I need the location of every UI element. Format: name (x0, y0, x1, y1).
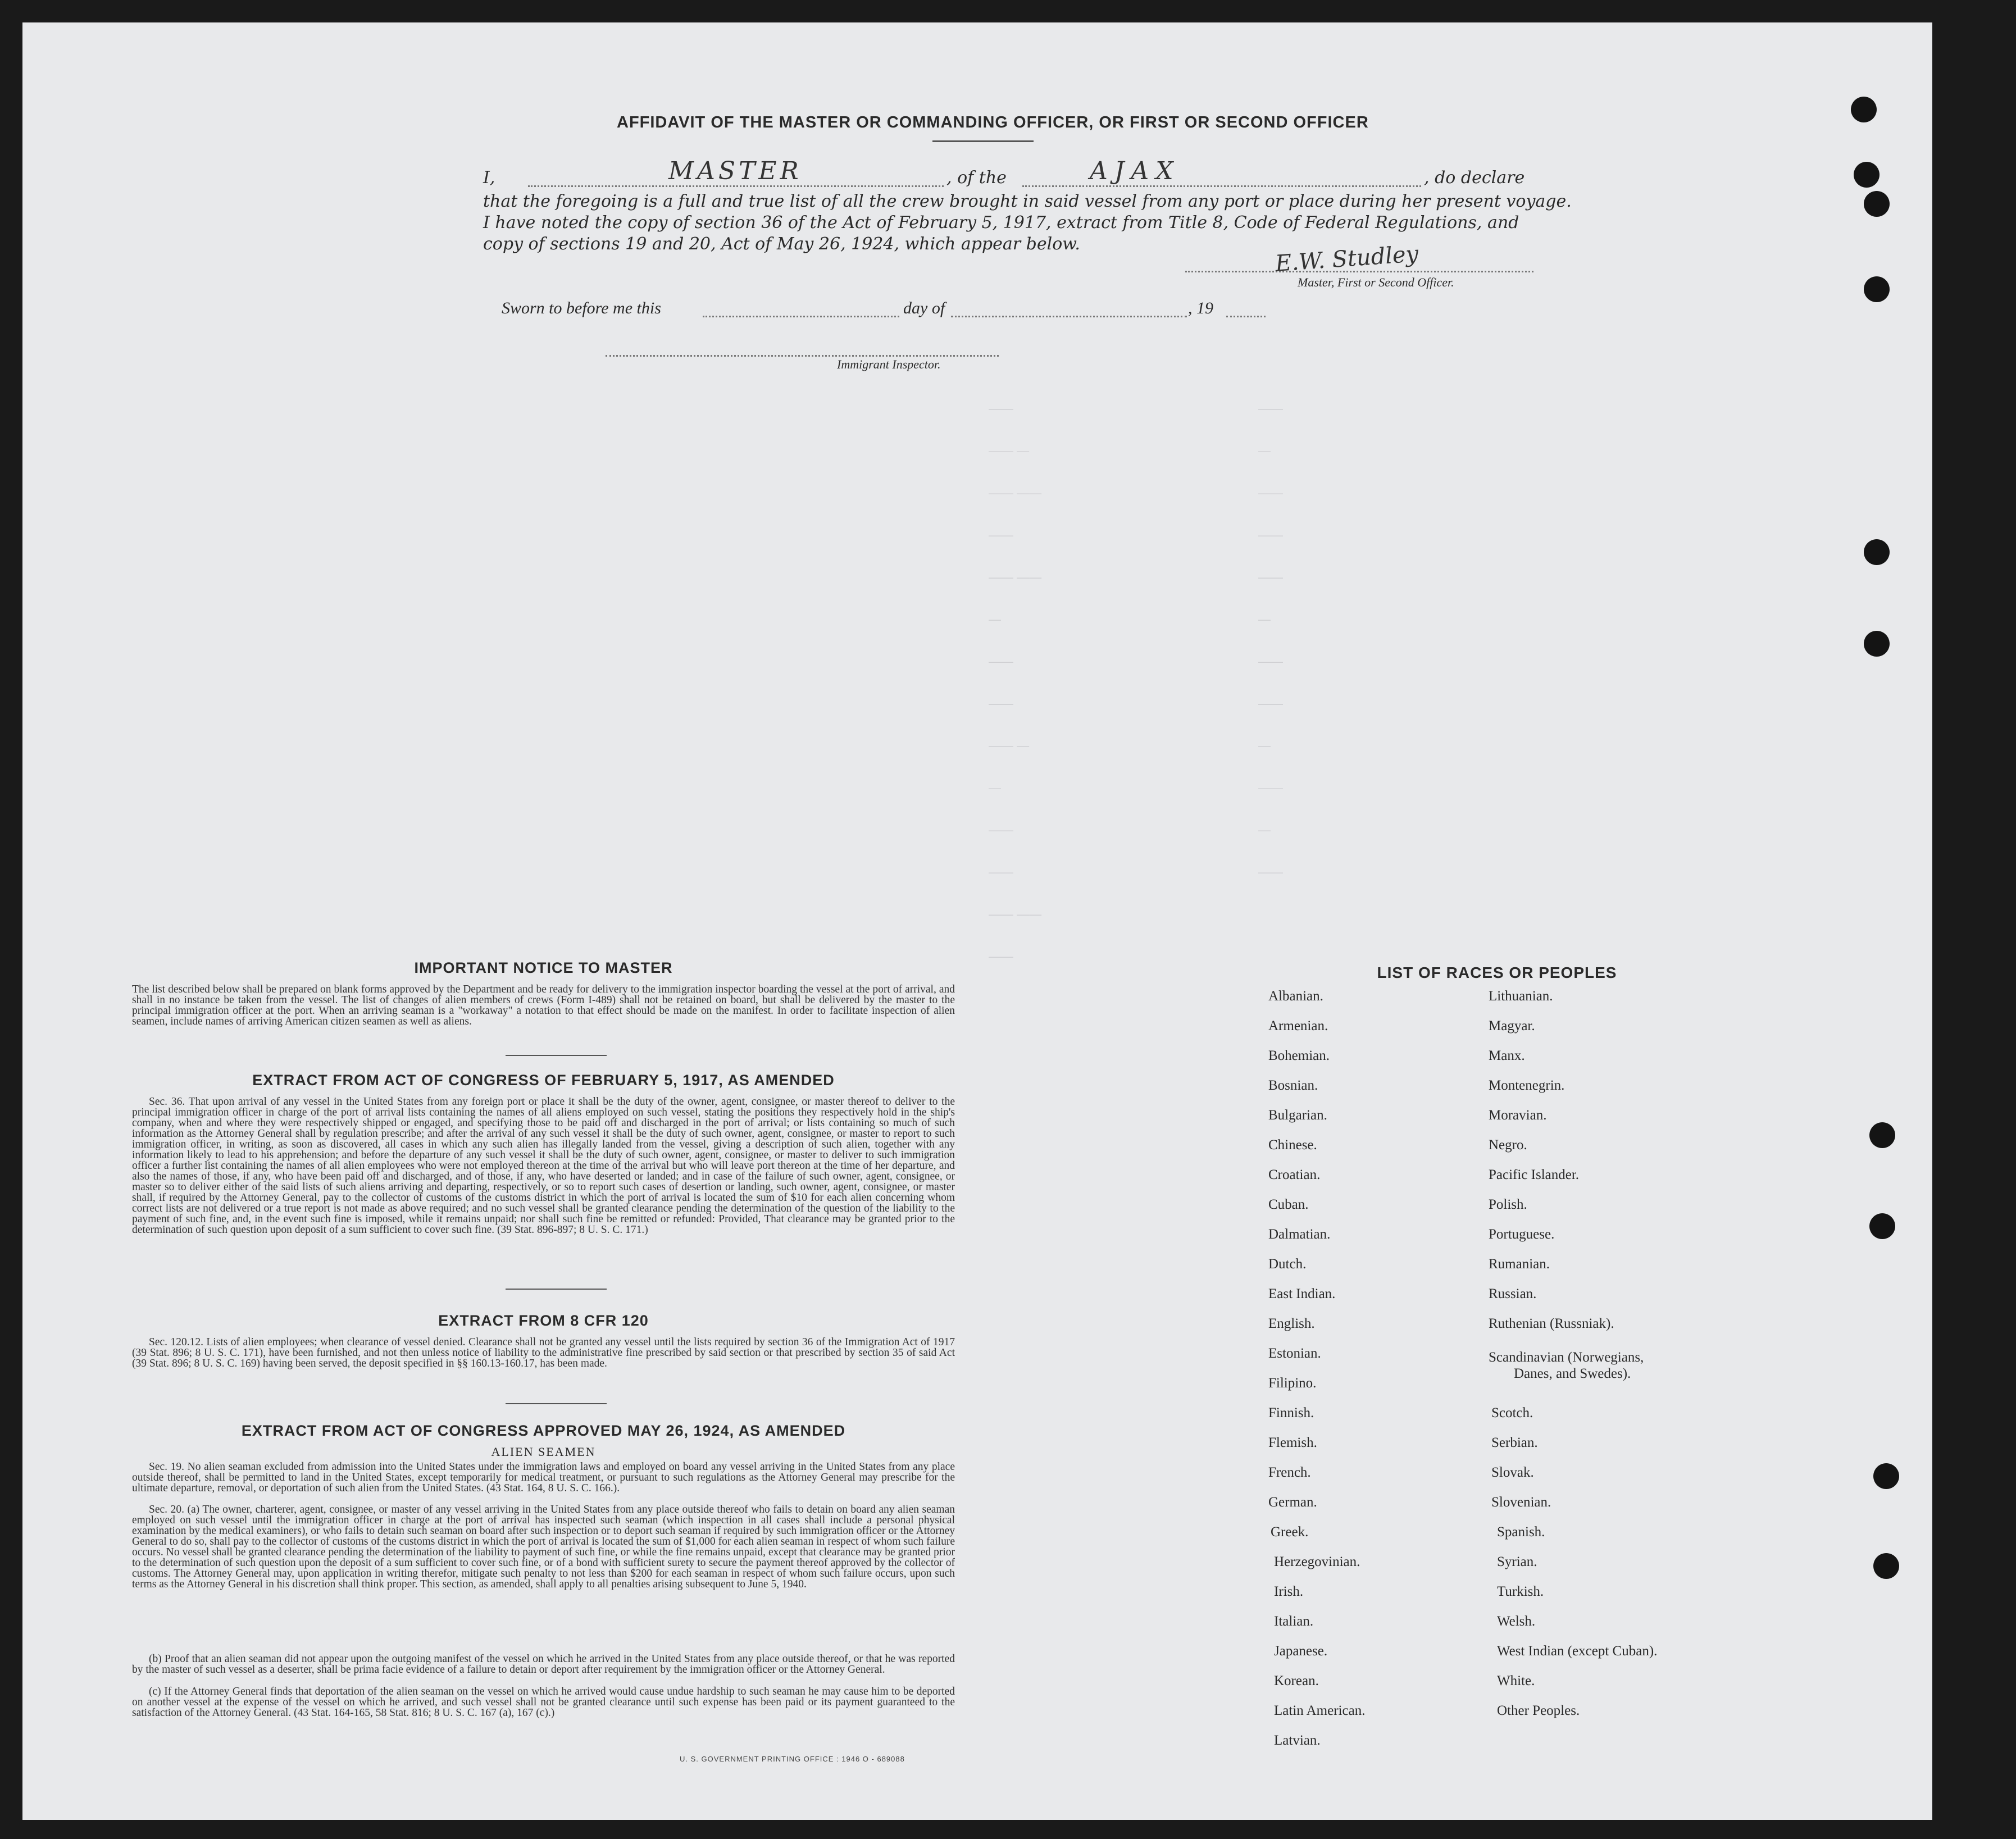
punch-hole (1854, 162, 1880, 188)
race-item: Portuguese. (1489, 1227, 1555, 1242)
race-item: Lithuanian. (1489, 989, 1553, 1004)
extract-1924-sec19: Sec. 19. No alien seaman excluded from admission into the United States under the immigration laws and employed on board any vessel arriving in the United States from any place outside thereof, shall be permitted to land in the United States, except temporarily for medical treatment, or pursuant to such regulations as the Attorney General may prescribe for the ultimate departure, removal, or deportation of such alien from the United States. (43 Stat. 164, 8 U. S. C. 166.). (132, 1461, 955, 1494)
signature-caption: Master, First or Second Officer. (1298, 275, 1454, 289)
race-item: Armenian. (1268, 1018, 1328, 1034)
extract-1924-sec20a: Sec. 20. (a) The owner, charterer, agent, consignee, or master of any vessel arriving in the United States from any place outside thereof who fails to detain on board any alien seaman employed on such vessel until the immigration officer in charge at the port of arrival has inspected such seaman (which inspection in all cases shall include a personal physical examination by the medical examiners), or who fails to detain such seaman on board after such inspection or to deport such seaman if required by such immigration officer or the Attorney General to do so, shall pay to the collector of customs of the customs district in which the port of arrival is located the sum of $1,000 for each alien seaman in respect of whom such failure occurs. No vessel shall be granted clearance pending the determination of the liability to payment of such fine, or while the fine remains unpaid, except that clearance may be granted prior to the determination of such question upon the deposit of a sum sufficient to cover such fine, or of a bond with sufficient surety to secure the payment thereof approved by the collector of customs. The Attorney General may, upon application in writing therefor, mitigate such penalty to not less than $200 for each seaman in respect of whom such failure occurs, upon such terms as the Attorney General in his discretion shall think proper. This section, as amended, shall apply to all penalties arising subsequent to June 5, 1940. (132, 1504, 955, 1590)
rank-field-line (528, 185, 944, 187)
race-item: Magyar. (1489, 1018, 1535, 1034)
bleed-through-column: —— — —— —— —— — —— —— — —— — —— (1258, 402, 1283, 879)
race-item: English. (1268, 1316, 1315, 1331)
race-item: Syrian. (1497, 1554, 1537, 1569)
race-item: Pacific Islander. (1489, 1167, 1580, 1182)
race-item: Greek. (1271, 1524, 1309, 1540)
notice-heading: IMPORTANT NOTICE TO MASTER (414, 959, 673, 976)
race-item: Manx. (1489, 1048, 1525, 1063)
punch-hole (1873, 1553, 1899, 1579)
extract-1917-body: Sec. 36. That upon arrival of any vessel in the United States from any foreign port or place it shall be the duty of the owner, agent, consignee, or master thereof to deliver to the principal immigration officer in charge of the port of arrival lists containing the names of all aliens employed on such vessel, stating the positions they respectively hold in the ship's company, when and where they were respectively shipped or engaged, and specifying those to be paid off and discharged in the port of arrival; or lists containing so much of such information as the Attorney General shall by regulation prescribe; and after the arrival of any such vessel it shall be the duty of such owner, agent, consignee, or master to report to such immigration officer, in writing, as soon as discovered, all cases in which any such alien has illegally landed from the vessel, giving a description of such alien, together with any information likely to lead to his apprehension; and before the departure of any such vessel it shall be the duty of such owner, agent, consignee, or master to deliver to such immigration officer a further list containing the names of all alien employees who were not employed thereon at the time of the arrival but who will leave port thereon at the time of her departure, and also the names of those, if any, who have been paid off and discharged, and of those, if any, who have deserted or landed; and in case of the failure of such owner, agent, consignee, or master so to deliver either of the said lists of such aliens arriving and departing, respectively, or so to report such cases of desertion or landing, such owner, agent, consignee, or master shall, if required by the Attorney General, pay to the collector of customs of the customs district in which the port of arrival is located the sum of $10 for each alien concerning whom correct lists are not delivered or a true report is not made as above required; and no such vessel shall be granted clearance pending the determination of the question of the liability to the payment of such fine, and, in the event such fine is imposed, while it remains unpaid; nor shall such fine be remitted or refunded: Provided, That clearance may be granted prior to the determination of such question upon deposit of a sum sufficient to cover such fine. (39 Stat. 896-897; 8 U. S. C. 171.) (132, 1096, 955, 1236)
race-item: Latin American. (1274, 1703, 1366, 1718)
race-item: East Indian. (1268, 1286, 1336, 1301)
race-item: Montenegrin. (1489, 1078, 1565, 1093)
race-item: Estonian. (1268, 1346, 1321, 1361)
rank-field: MASTER (668, 157, 802, 185)
sworn-line (502, 299, 1288, 321)
race-item: Japanese. (1274, 1644, 1328, 1659)
alien-seamen-subheading: ALIEN SEAMEN (491, 1445, 596, 1459)
vessel-field-line (1022, 185, 1421, 187)
race-item: Serbian. (1491, 1435, 1538, 1450)
notice-body: The list described below shall be prepared on blank forms approved by the Department and be ready for delivery to the immigration inspector boarding the vessel at the port of arrival, and shall in no instance be taken from the vessel. The list of changes of alien members of crews (Form I-489) shall not be retained on board, but shall be delivered by the master to the principal immigration officer at the port. When an arriving seaman is a "workaway" a notation to that effect should be made on the manifest. In order to facilitate inspection of alien seamen, include names of arriving American citizen seamen as well as aliens. (132, 984, 955, 1027)
race-item: West Indian (except Cuban). (1497, 1644, 1658, 1659)
inspector-signature-line (606, 355, 999, 357)
race-item: Dutch. (1268, 1257, 1307, 1272)
race-item: German. (1268, 1495, 1317, 1510)
race-item: Scandinavian (Norwegians, (1489, 1350, 1644, 1365)
race-item: Chinese. (1268, 1137, 1317, 1153)
extract-cfr-heading: EXTRACT FROM 8 CFR 120 (438, 1312, 649, 1329)
race-item: Croatian. (1268, 1167, 1321, 1182)
do-declare-label: , do declare (1424, 168, 1525, 188)
punch-hole (1851, 97, 1877, 122)
punch-hole (1869, 1122, 1895, 1148)
sworn-prefix: Sworn to before me this (502, 299, 661, 317)
race-item: Moravian. (1489, 1108, 1547, 1123)
bleed-through-column: —— —— — —— —— —— —— —— — —— —— —— — — —— —— —— —— —— (989, 402, 1042, 963)
race-item: Scotch. (1491, 1405, 1533, 1421)
extract-1924-sec20b: (b) Proof that an alien seaman did not appear upon the outgoing manifest of the vessel on which he arrived in the United States from any place outside thereof, or that he was reported by the master of such vessel as a deserter, shall be prima facie evidence of a failure to detain or deport after requirement by the immigration officer or the Attorney General. (132, 1653, 955, 1676)
sworn-year-line (1226, 316, 1266, 317)
race-item: Italian. (1274, 1614, 1314, 1629)
race-item: Cuban. (1268, 1197, 1309, 1212)
extract-cfr-body: Sec. 120.12. Lists of alien employees; when clearance of vessel denied. Clearance shall not be granted any vessel until the lists required by section 36 of the Immigration Act of 1917 (39 Stat. 896; 8 U. S. C. 171), have been furnished, and not then unless notice of liability to the administrative fine prescribed by said section or that prescribed by section 35 of said Act (39 Stat. 896; 8 U. S. C. 169) having been served, the deposit specified in §§ 160.13-160.17, has been made. (132, 1336, 955, 1369)
race-item: Turkish. (1497, 1584, 1544, 1599)
declaration-prefix: I, (483, 168, 495, 188)
day-of-label: day of (903, 299, 945, 317)
race-item: Bosnian. (1268, 1078, 1318, 1093)
inspector-caption: Immigrant Inspector. (837, 357, 941, 371)
title-underline (932, 140, 1034, 142)
declaration-line-3: I have noted the copy of section 36 of the Act of February 5, 1917, extract from Title 8, Code of Federal Regulations, and (483, 213, 1519, 233)
section-divider (506, 1289, 607, 1290)
extract-1924-sec20c: (c) If the Attorney General finds that deportation of the alien seaman on the vessel on which he arrived would cause undue hardship to such seaman he may cause him to be deported on another vessel at the expense of the vessel on which he arrived, and such vessel shall not be granted clearance until such expense has been paid or its payment guaranteed to the satisfaction of the Attorney General. (43 Stat. 164-165, 58 Stat. 816; 8 U. S. C. 167 (a), 167 (c).) (132, 1686, 955, 1719)
race-item: Bohemian. (1268, 1048, 1330, 1063)
race-item: Welsh. (1497, 1614, 1536, 1629)
race-item: Latvian. (1274, 1733, 1321, 1748)
vessel-field: AJAX (1090, 157, 1180, 185)
sworn-month-line (951, 316, 1187, 317)
extract-1924-heading: EXTRACT FROM ACT OF CONGRESS APPROVED MAY 26, 1924, AS AMENDED (241, 1422, 846, 1439)
race-item: Bulgarian. (1268, 1108, 1327, 1123)
race-item: Korean. (1274, 1673, 1319, 1688)
punch-hole (1864, 191, 1890, 217)
race-item: Flemish. (1268, 1435, 1317, 1450)
declaration-line-1 (483, 157, 1539, 192)
race-item: Other Peoples. (1497, 1703, 1580, 1718)
punch-hole (1869, 1213, 1895, 1239)
printer-imprint: U. S. GOVERNMENT PRINTING OFFICE : 1946 O - 689088 (680, 1755, 905, 1763)
extract-1917-heading: EXTRACT FROM ACT OF CONGRESS OF FEBRUARY 5, 1917, AS AMENDED (252, 1072, 835, 1089)
sworn-day-line (703, 316, 899, 317)
race-item: Russian. (1489, 1286, 1537, 1301)
race-item: Slovenian. (1491, 1495, 1551, 1510)
year-prefix: , 19 (1188, 299, 1213, 317)
affidavit-title: AFFIDAVIT OF THE MASTER OR COMMANDING OFFICER, OR FIRST OR SECOND OFFICER (617, 113, 1369, 131)
race-item: Albanian. (1268, 989, 1323, 1004)
race-item: Danes, and Swedes). (1514, 1366, 1631, 1381)
race-item: Rumanian. (1489, 1257, 1550, 1272)
races-heading: LIST OF RACES OR PEOPLES (1377, 964, 1617, 981)
declaration-line-4: copy of sections 19 and 20, Act of May 26, 1924, which appear below. (483, 234, 1080, 254)
race-item: Spanish. (1497, 1524, 1545, 1540)
punch-hole (1864, 631, 1890, 657)
race-item: Negro. (1489, 1137, 1527, 1153)
master-signature: E.W. Studley (1274, 241, 1419, 277)
section-divider (506, 1055, 607, 1056)
race-item: Dalmatian. (1268, 1227, 1331, 1242)
race-item: Ruthenian (Russniak). (1489, 1316, 1614, 1331)
race-item: White. (1497, 1673, 1535, 1688)
punch-hole (1873, 1463, 1899, 1489)
punch-hole (1864, 276, 1890, 302)
race-item: French. (1268, 1465, 1311, 1480)
race-item: Finnish. (1268, 1405, 1314, 1421)
race-item: Slovak. (1491, 1465, 1534, 1480)
declaration-line-2: that the foregoing is a full and true list of all the crew brought in said vessel from any port or place during her present voyage. (483, 192, 1572, 211)
of-the-label: , of the (946, 168, 1007, 188)
race-item: Irish. (1274, 1584, 1304, 1599)
race-item: Polish. (1489, 1197, 1527, 1212)
form-sheet (22, 22, 1932, 1820)
race-item: Filipino. (1268, 1376, 1317, 1391)
punch-hole (1864, 539, 1890, 565)
race-item: Herzegovinian. (1274, 1554, 1360, 1569)
section-divider (506, 1403, 607, 1404)
